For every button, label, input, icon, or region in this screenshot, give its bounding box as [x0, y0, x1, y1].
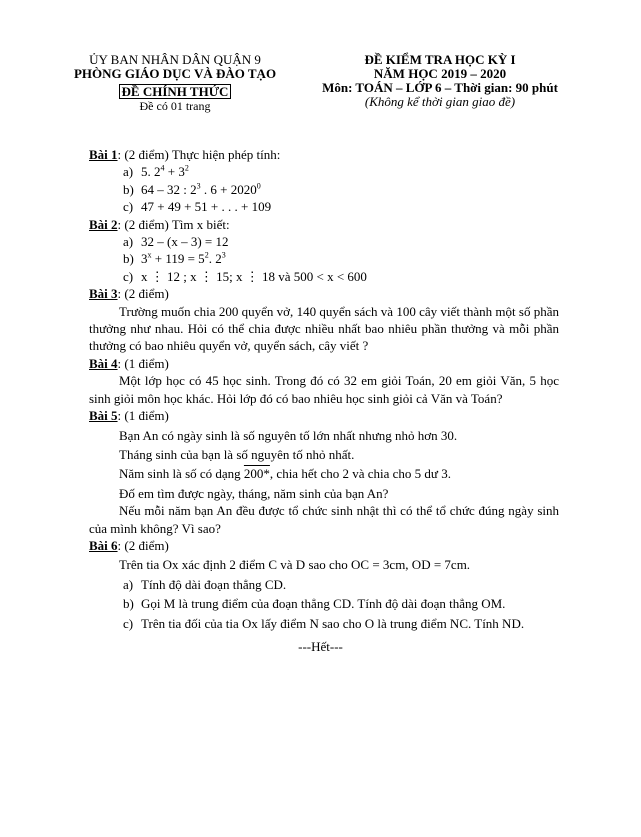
q6-item-c: [89, 615, 559, 632]
text-part: Năm sinh là số có dạng: [119, 466, 244, 482]
dept-name: PHÒNG GIÁO DỤC VÀ ĐÀO TẠO: [73, 66, 277, 81]
item-text: Tính độ dài đoạn thẳng CD.: [141, 576, 287, 592]
time-note: (Không kể thời gian giao đề): [364, 94, 516, 109]
subject-line: Môn: TOÁN – LỚP 6 – Thời gian: 90 phút: [322, 80, 558, 95]
item-label: b): [123, 596, 134, 612]
page-count: Đề có 01 trang: [139, 99, 211, 113]
question-3-text: Trường muốn chia 200 quyển vở, 140 quyển sách và 100 cây viết thành một số phần thưởng như nhau. Hỏi có thể chia được nhiều nhất bao nhiêu phần thưởng và mỗi phần thưởng có bao nhiêu quyển vở, quyển sách, cây viết ?: [89, 303, 559, 354]
item-label: a): [123, 164, 134, 180]
item-label: b): [123, 251, 134, 267]
exponent: 3: [196, 181, 201, 191]
question-3-points: : (2 điểm): [117, 286, 169, 302]
item-text: Trên tia đối của tia Ox lấy điểm N sao cho O là trung điểm NC. Tính ND.: [141, 615, 525, 631]
exponent: 3: [221, 251, 226, 261]
question-5-line-2: Tháng sinh của bạn là số nguyên tố nhỏ nhất.: [119, 446, 355, 462]
question-5: [89, 407, 559, 424]
item-label: c): [123, 615, 134, 631]
expr: 64 – 32 : 2: [141, 181, 197, 197]
item-label: c): [123, 268, 134, 284]
expr: x ⋮ 12 ; x ⋮ 15; x ⋮ 18 và 500 < x < 600: [141, 268, 367, 284]
org-name: ỦY BAN NHÂN DÂN QUẬN 9: [89, 52, 261, 67]
expr: . 2: [208, 251, 222, 267]
q2-item-a: [89, 233, 559, 250]
header-right: [305, 53, 575, 109]
question-2: [89, 216, 559, 233]
end-marker: ---Hết---: [298, 639, 343, 654]
question-1-title: Bài 1: [89, 147, 118, 162]
question-4-title: Bài 4: [89, 355, 118, 371]
question-4-points: : (1 điểm): [117, 355, 169, 371]
question-5-line-1: Bạn An có ngày sinh là số nguyên tố lớn nhất nhưng nhỏ hơn 30.: [119, 427, 458, 443]
expr: + 3: [164, 164, 185, 180]
question-6: [89, 537, 559, 554]
question-4-text: Một lớp học có 45 học sinh. Trong đó có 32 em giỏi Toán, 20 em giỏi Văn, 5 học sinh giỏi môn học khác. Hỏi lớp đó có bao nhiêu học sinh giỏi cả Văn và Toán?: [89, 373, 559, 406]
item-text: Gọi M là trung điểm của đoạn thẳng CD. Tính độ dài đoạn thẳng OM.: [141, 596, 506, 612]
expr: 32 – (x – 3) = 12: [141, 234, 229, 250]
exponent: 2: [184, 164, 189, 174]
question-5-points: : (1 điểm): [117, 408, 169, 424]
q2-item-b: [89, 250, 559, 267]
year-pattern: 200*: [243, 466, 270, 482]
expr: + 119 = 5: [151, 251, 205, 267]
item-label: c): [123, 199, 134, 215]
official-badge: ĐỀ CHÍNH THỨC: [119, 84, 232, 99]
q1-item-a: [89, 163, 559, 180]
question-5-line-5: Nếu mỗi năm bạn An đều được tổ chức sinh nhật thì có thể tổ chức đúng ngày sinh của mình không? Vì sao?: [89, 503, 559, 536]
question-6-title: Bài 6: [89, 537, 118, 553]
question-5-line-4: Đố em tìm được ngày, tháng, năm sinh của bạn An?: [119, 485, 389, 501]
question-6-points: : (2 điểm): [117, 537, 169, 553]
q1-item-b: [89, 181, 559, 198]
question-6-intro: Trên tia Ox xác định 2 điểm C và D sao cho OC = 3cm, OD = 7cm.: [119, 557, 471, 573]
exam-title: ĐỀ KIỂM TRA HỌC KỲ I: [364, 52, 516, 67]
school-year: NĂM HỌC 2019 – 2020: [373, 66, 507, 81]
expr: 47 + 49 + 51 + . . . + 109: [141, 199, 272, 215]
q2-item-c: [89, 268, 559, 285]
exponent: x: [147, 251, 152, 261]
exponent: 0: [256, 181, 261, 191]
question-5-line-3: [89, 465, 559, 482]
exponent: 4: [160, 164, 165, 174]
question-1: [89, 146, 559, 163]
item-label: a): [123, 234, 134, 250]
text-part: , chia hết cho 2 và chia cho 5 dư 3.: [269, 466, 451, 482]
q1-item-c: [89, 198, 559, 215]
item-label: b): [123, 181, 134, 197]
item-label: a): [123, 576, 134, 592]
question-1-points: : (2 điểm) Thực hiện phép tính:: [117, 147, 281, 162]
expr: . 6 + 2020: [200, 181, 257, 197]
question-3-title: Bài 3: [89, 286, 118, 302]
expr: 5. 2: [141, 164, 161, 180]
header-left: [70, 53, 280, 113]
q6-item-b: [89, 595, 559, 612]
question-5-title: Bài 5: [89, 408, 118, 424]
expr: 3: [141, 251, 148, 267]
question-4: [89, 355, 559, 372]
exponent: 2: [204, 251, 209, 261]
question-2-points: : (2 điểm) Tìm x biết:: [117, 216, 230, 232]
q6-item-a: [89, 576, 559, 593]
exam-body: [89, 146, 559, 632]
question-3: [89, 285, 559, 302]
question-2-title: Bài 2: [89, 216, 118, 232]
